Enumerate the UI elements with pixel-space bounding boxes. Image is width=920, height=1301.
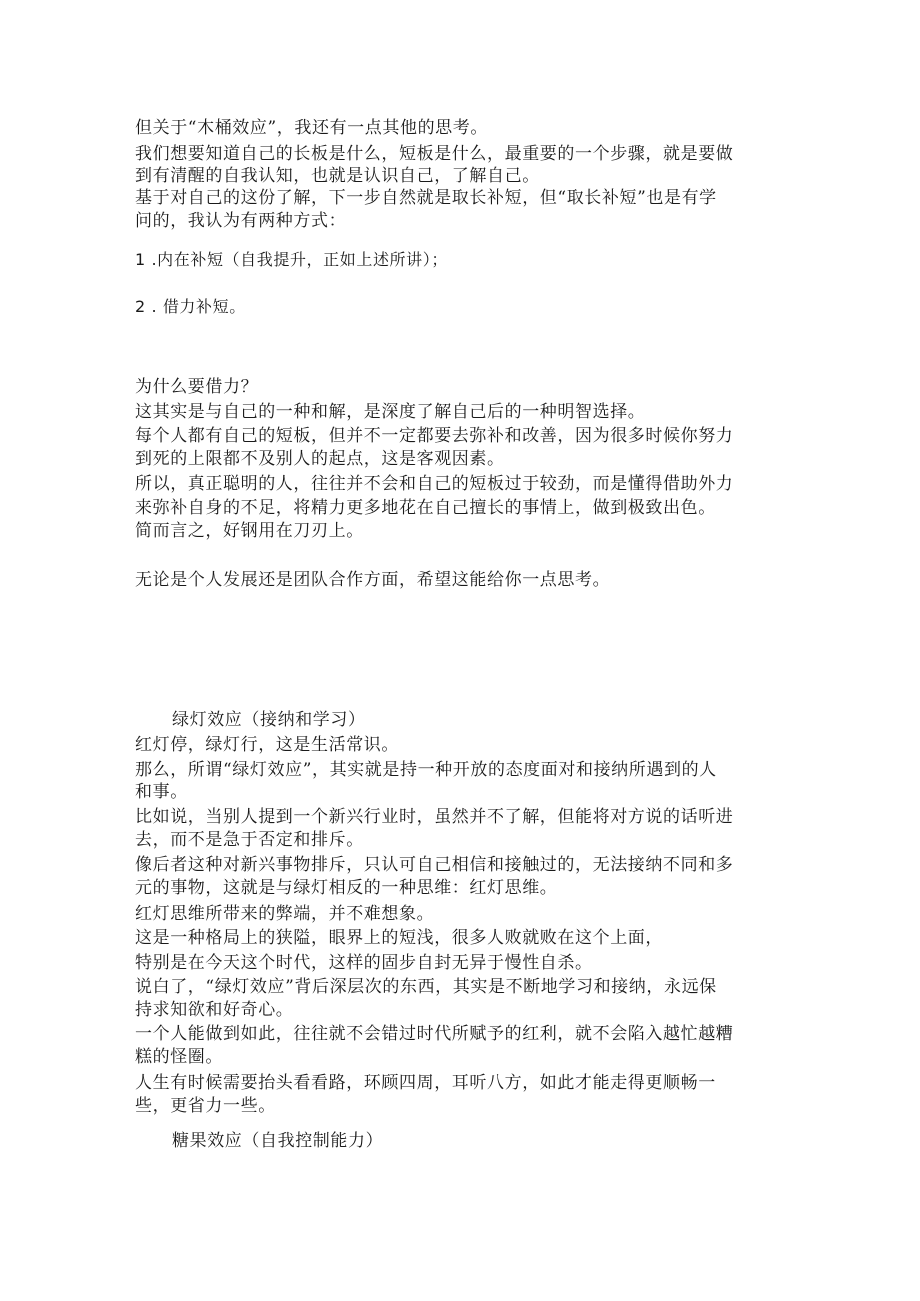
- paragraph-line: 基于对自己的这份了解，下一步自然就是取长补短，但“取长补短”也是有学: [135, 188, 717, 208]
- paragraph-line: 比如说，当别人提到一个新兴行业时，虽然并不了解，但能将对方说的话听进: [135, 807, 734, 827]
- section-heading: 绿灯效应（接纳和学习）: [172, 710, 366, 730]
- paragraph-line: 来弥补自身的不足，将精力更多地花在自己擅长的事情上，做到极致出色。: [135, 498, 716, 518]
- paragraph-line: 但关于“木桶效应”，我还有一点其他的思考。: [135, 118, 488, 138]
- paragraph-line: 红灯停，绿灯行，这是生活常识。: [135, 735, 399, 755]
- paragraph-line: 些，更省力一些。: [135, 1096, 276, 1116]
- paragraph-line: 一个人能做到如此，往往就不会错过时代所赋予的红利，就不会陷入越忙越糟: [135, 1024, 734, 1044]
- paragraph-line: 和事。: [135, 782, 188, 802]
- paragraph-line: 持求知欲和好奇心。: [135, 1000, 294, 1020]
- paragraph-line: 我们想要知道自己的长板是什么，短板是什么，最重要的一个步骤，就是要做: [135, 144, 734, 164]
- paragraph-line: 像后者这种对新兴事物排斥，只认可自己相信和接触过的，无法接纳不同和多: [135, 855, 734, 875]
- paragraph-line: 元的事物，这就是与绿灯相反的一种思维：红灯思维。: [135, 878, 558, 898]
- paragraph-line: 这是一种格局上的狭隘，眼界上的短浅，很多人败就败在这个上面，: [135, 928, 663, 948]
- paragraph-line: 所以，真正聪明的人，往往并不会和自己的短板过于较劲，而是懂得借助外力: [135, 474, 734, 494]
- paragraph-line: 到有清醒的自我认知，也就是认识自己，了解自己。: [135, 166, 540, 186]
- paragraph-line: 简而言之，好钢用在刀刃上。: [135, 521, 364, 541]
- paragraph-line: 红灯思维所带来的弊端，并不难想象。: [135, 904, 435, 924]
- paragraph-line: 说白了，“绿灯效应”背后深层次的东西，其实是不断地学习和接纳，永远保: [135, 977, 717, 997]
- paragraph-line: 特别是在今天这个时代，这样的固步自封无异于慢性自杀。: [135, 953, 593, 973]
- paragraph-line: 去，而不是急于否定和排斥。: [135, 830, 364, 850]
- paragraph-line: 那么，所谓“绿灯效应”，其实就是持一种开放的态度面对和接纳所遇到的人: [135, 760, 717, 780]
- paragraph-line: 到死的上限都不及别人的起点，这是客观因素。: [135, 449, 505, 469]
- section-heading: 糖果效应（自我控制能力）: [172, 1131, 384, 1151]
- list-item: 2 . 借力补短。: [135, 297, 246, 316]
- paragraph-line: 每个人都有自己的短板，但并不一定都要去弥补和改善，因为很多时候你努力: [135, 426, 734, 446]
- paragraph-line: 无论是个人发展还是团队合作方面，希望这能给你一点思考。: [135, 570, 611, 590]
- paragraph-line: 糕的怪圈。: [135, 1047, 223, 1067]
- paragraph-line: 为什么要借力？: [135, 377, 259, 397]
- paragraph-line: 这其实是与自己的一种和解，是深度了解自己后的一种明智选择。: [135, 402, 646, 422]
- paragraph-line: 问的，我认为有两种方式：: [135, 211, 347, 231]
- paragraph-line: 人生有时候需要抬头看看路，环顾四周，耳听八方，如此才能走得更顺畅一: [135, 1073, 716, 1093]
- list-item: 1 .内在补短（自我提升，正如上述所讲）；: [135, 250, 448, 269]
